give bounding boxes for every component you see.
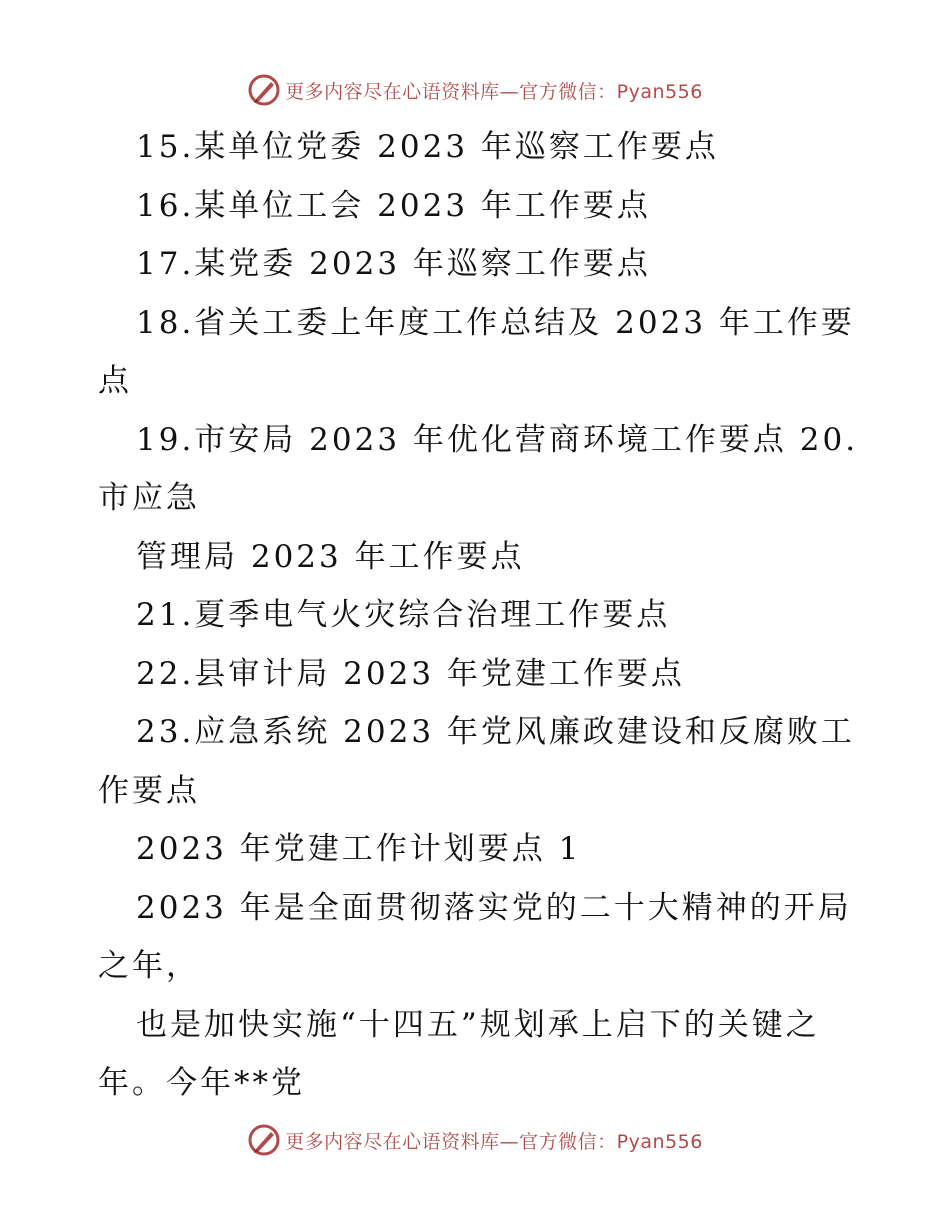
text-line: 19.市安局 2023 年优化营商环境工作要点 20. (136, 421, 859, 458)
footer-watermark (0, 1120, 950, 1160)
text-line: 之年， (98, 948, 200, 984)
watermark-text: 更多内容尽在心语资料库—官方微信：Pyan556 (285, 80, 703, 103)
text-line: 2023 年是全面贯彻落实党的二十大精神的开局 (136, 889, 852, 926)
text-line: 18.省关工委上年度工作总结及 2023 年工作要 (136, 304, 855, 341)
document-body (98, 118, 858, 1113)
text-line: 年。今年**党 (98, 1065, 305, 1101)
text-line: 21.夏季电气火灾综合治理工作要点 (136, 597, 671, 633)
pen-logo-icon (247, 1123, 281, 1157)
text-line: 2023 年党建工作计划要点 1 (136, 831, 582, 867)
text-line: 管理局 2023 年工作要点 (136, 538, 525, 575)
text-line: 17.某党委 2023 年巡察工作要点 (136, 246, 651, 282)
text-line: 23.应急系统 2023 年党风廉政建设和反腐败工 (136, 714, 855, 750)
pen-logo-icon (247, 73, 281, 107)
text-line: 市应急 (98, 480, 200, 516)
text-line: 也是加快实施“十四五”规划承上启下的关键之 (136, 1006, 820, 1043)
watermark-text: 更多内容尽在心语资料库—官方微信：Pyan556 (285, 1130, 703, 1153)
text-line: 16.某单位工会 2023 年工作要点 (136, 187, 651, 224)
text-line: 作要点 (98, 772, 200, 809)
header-watermark (0, 70, 950, 110)
text-line: 22.县审计局 2023 年党建工作要点 (136, 655, 685, 692)
text-line: 点 (98, 363, 132, 399)
text-line: 15.某单位党委 2023 年巡察工作要点 (136, 129, 719, 165)
